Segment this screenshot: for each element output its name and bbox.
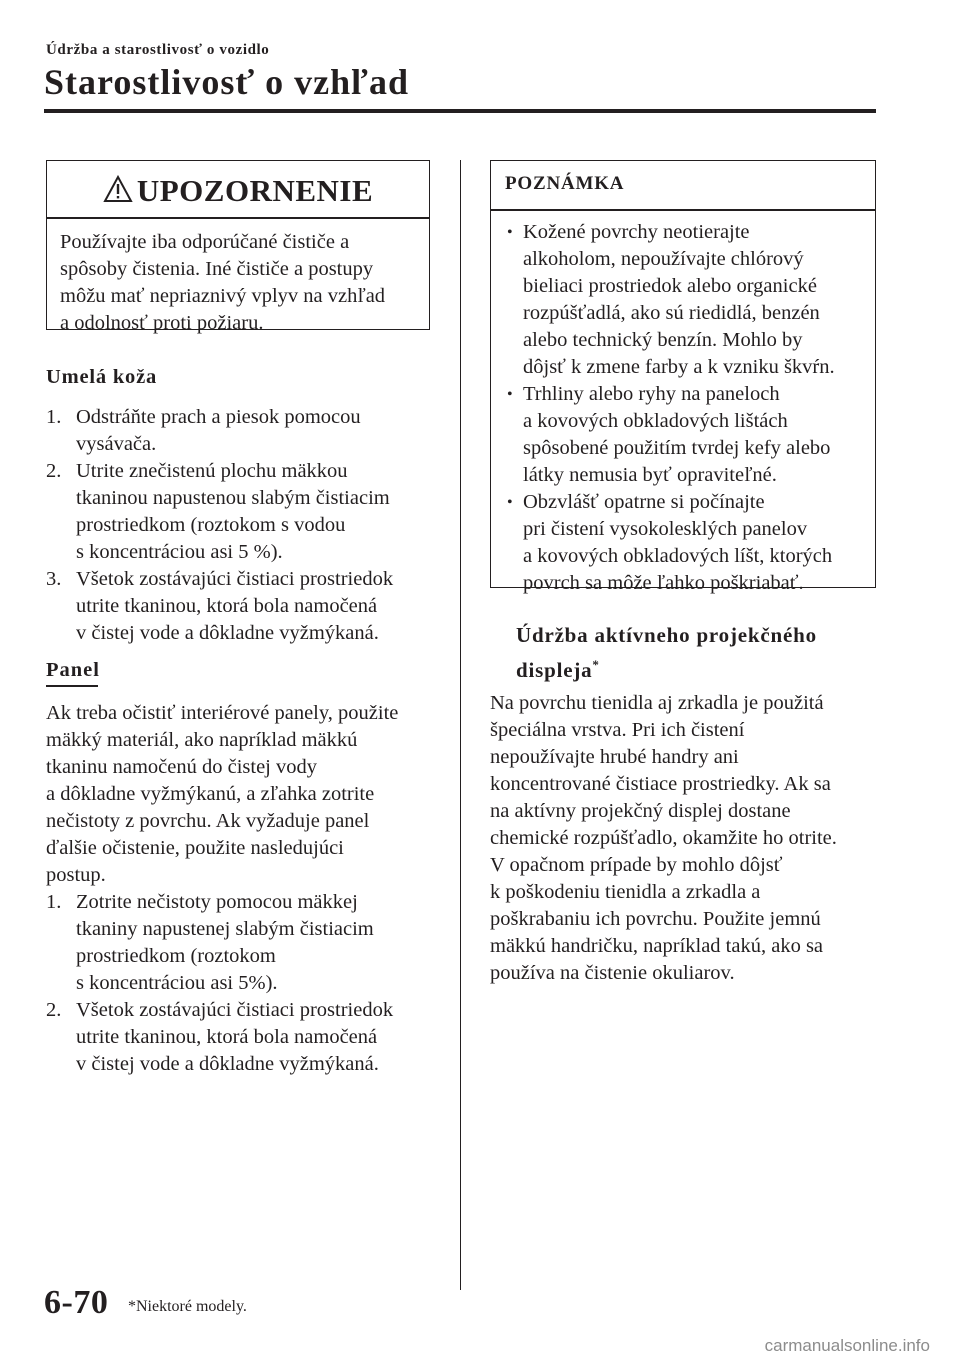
list-item — [46, 997, 446, 1078]
paragraph-line: Ak treba očistiť interiérové panely, použite — [46, 702, 399, 724]
step-number: 1. — [46, 406, 62, 428]
page-number: 6-70 — [44, 1284, 109, 1321]
caution-title: UPOZORNENIE — [136, 173, 374, 208]
step-line: tkaninou napustenou slabým čistiacim — [76, 487, 390, 509]
note-line: a kovových obkladových lištách — [523, 409, 788, 432]
watermark: carmanualsonline.info — [764, 1336, 930, 1355]
step-line: Zotrite nečistoty pomocou mäkkej — [76, 891, 358, 913]
warning-triangle-icon — [103, 175, 133, 203]
bullet-icon: • — [507, 223, 513, 241]
paragraph-line: nečistoty z povrchu. Ak vyžaduje panel — [46, 810, 370, 832]
paragraph-line: poškrabaniu ich povrchu. Použite jemnú — [490, 908, 821, 930]
paragraph-line: tkaninu namočenú do čistej vody — [46, 756, 317, 778]
step-line: v čistej vode a dôkladne vyžmýkaná. — [76, 1053, 379, 1075]
title-rule — [44, 109, 876, 113]
paragraph-line: V opačnom prípade by mohlo dôjsť — [490, 854, 783, 876]
bullet-icon: • — [507, 493, 513, 511]
footnote: *Niektoré modely. — [128, 1298, 247, 1315]
hud-heading-line — [516, 650, 876, 685]
list-item — [505, 381, 865, 489]
note-line: Trhliny alebo ryhy na paneloch — [523, 382, 780, 405]
step-number: 3. — [46, 568, 62, 590]
paragraph-line: koncentrované čistiace prostriedky. Ak sa — [490, 773, 831, 795]
hud-heading-text: displeja — [516, 658, 593, 682]
step-line: vysávača. — [76, 433, 157, 455]
caution-line: Používajte iba odporúčané čističe a — [60, 230, 350, 253]
step-line: Odstráňte prach a piesok pomocou — [76, 406, 361, 428]
step-number: 2. — [46, 999, 62, 1021]
step-line: tkaniny napustenej slabým čistiacim — [76, 918, 374, 940]
note-line: Obzvlášť opatrne si počínajte — [523, 490, 765, 513]
step-line: s koncentráciou asi 5%). — [76, 972, 278, 994]
caution-line: a odolnosť proti požiaru. — [60, 311, 264, 334]
note-line: bieliaci prostriedok alebo organické — [523, 274, 817, 297]
hud-heading — [516, 620, 876, 685]
list-item — [505, 219, 865, 381]
list-item — [46, 458, 446, 566]
step-number: 2. — [46, 460, 62, 482]
panel-heading-wrap — [46, 659, 100, 687]
note-line: povrch sa môže ľahko poškriabať. — [523, 571, 804, 594]
paragraph-line: a dôkladne vyžmýkanú, a zľahka zotrite — [46, 783, 375, 805]
paragraph-line: mäkkú handričku, napríklad takú, ako sa — [490, 935, 824, 957]
asterisk-marker: * — [592, 657, 600, 672]
list-item — [46, 404, 446, 458]
step-line: Utrite znečistenú plochu mäkkou — [76, 460, 348, 482]
column-divider — [460, 160, 461, 1290]
panel-intro — [46, 700, 446, 889]
note-list — [491, 211, 875, 597]
note-box — [490, 160, 876, 594]
note-line: pri čistení vysokolesklých panelov — [523, 517, 808, 540]
list-item — [505, 489, 865, 597]
note-line: alkoholom, nepoužívajte chlórový — [523, 247, 804, 270]
breadcrumb: Údržba a starostlivosť o vozidlo — [46, 42, 270, 58]
note-line: látky nemusia byť opraviteľné. — [523, 463, 777, 486]
step-line: s koncentráciou asi 5 %). — [76, 541, 283, 563]
caution-header — [47, 169, 429, 213]
panel-heading-underline — [46, 685, 98, 687]
step-line: prostriedkom (roztokom — [76, 945, 276, 967]
step-line: utrite tkaninou, ktorá bola namočená — [76, 1026, 378, 1048]
paragraph-line: k poškodeniu tienidla a zrkadla a — [490, 881, 761, 903]
paragraph-line: postup. — [46, 864, 106, 886]
caution-box — [46, 160, 430, 334]
bullet-icon: • — [507, 385, 513, 403]
note-line: a kovových obkladových líšt, ktorých — [523, 544, 833, 567]
paragraph-line: špeciálna vrstva. Pri ich čistení — [490, 719, 745, 741]
note-line: alebo technický benzín. Mohlo by — [523, 328, 803, 351]
note-line: Kožené povrchy neotierajte — [523, 220, 750, 243]
caution-line: spôsoby čistenia. Iné čističe a postupy — [60, 257, 374, 280]
note-title: POZNÁMKA — [505, 173, 625, 194]
step-line: Všetok zostávajúci čistiaci prostriedok — [76, 568, 394, 590]
panel-steps — [46, 889, 446, 1078]
paragraph-line: Na povrchu tienidla aj zrkadla je použitá — [490, 692, 824, 714]
leather-steps — [46, 404, 446, 647]
step-line: prostriedkom (roztokom s vodou — [76, 514, 346, 536]
hud-body — [490, 690, 880, 987]
note-line: rozpúšťadlá, ako sú riedidlá, benzén — [523, 301, 820, 324]
paragraph-line: mäkký materiál, ako napríklad mäkkú — [46, 729, 358, 751]
step-number: 1. — [46, 891, 62, 913]
note-line: dôjsť k zmene farby a k vzniku škvŕn. — [523, 355, 835, 378]
step-line: utrite tkaninou, ktorá bola namočená — [76, 595, 378, 617]
step-line: v čistej vode a dôkladne vyžmýkaná. — [76, 622, 379, 644]
note-line: spôsobené použitím tvrdej kefy alebo — [523, 436, 831, 459]
paragraph-line: na aktívny projekčný displej dostane — [490, 800, 791, 822]
step-line: Všetok zostávajúci čistiaci prostriedok — [76, 999, 394, 1021]
list-item — [46, 566, 446, 647]
paragraph-line: nepoužívajte hrubé handry ani — [490, 746, 739, 768]
caution-line: môžu mať nepriaznivý vplyv na vzhľad — [60, 284, 386, 307]
leather-heading: Umelá koža — [46, 366, 158, 388]
paragraph-line: používa na čistenie okuliarov. — [490, 962, 735, 984]
page-title: Starostlivosť o vzhľad — [44, 62, 410, 102]
caution-text — [47, 219, 429, 337]
paragraph-line: ďalšie očistenie, použite nasledujúci — [46, 837, 344, 859]
hud-heading-line: Údržba aktívneho projekčného — [516, 623, 817, 647]
list-item — [46, 889, 446, 997]
panel-heading: Panel — [46, 659, 100, 681]
paragraph-line: chemické rozpúšťadlo, okamžite ho otrite. — [490, 827, 837, 849]
